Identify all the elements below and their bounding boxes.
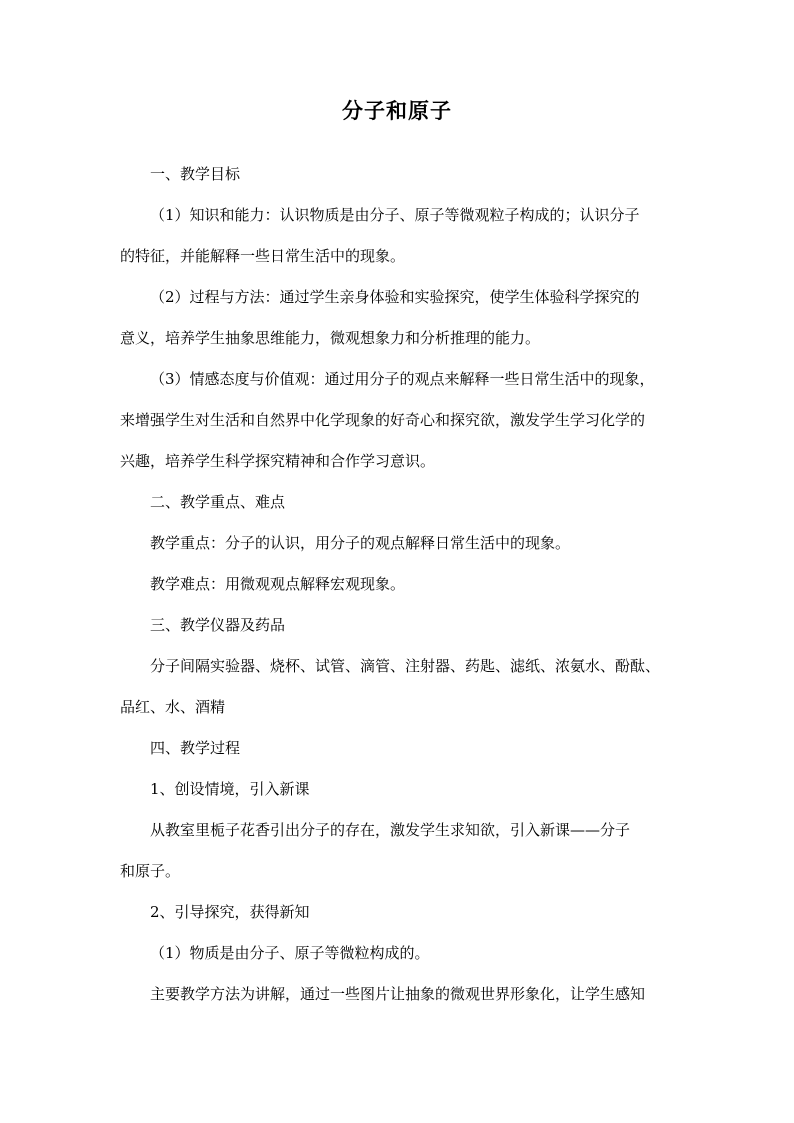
text-line: 兴趣，培养学生科学探究精神和合作学习意识。: [120, 452, 436, 470]
text-line: 四、教学过程: [150, 739, 241, 757]
text-line: 主要教学方法为讲解，通过一些图片让抽象的微观世界形象化，让学生感知: [150, 985, 646, 1003]
text-line: 来增强学生对生活和自然界中化学现象的好奇心和探究欲，激发学生学习化学的: [120, 411, 646, 429]
text-line: 教学重点：分子的认识，用分子的观点解释日常生活中的现象。: [150, 534, 571, 552]
heading-key-points: [120, 482, 682, 523]
subheading-guided-inquiry: [120, 892, 682, 933]
paragraph-introduction: [120, 810, 682, 892]
text-line: 分子间隔实验器、烧杯、试管、滴管、注射器、药匙、滤纸、浓氨水、酚酞、: [150, 657, 661, 675]
text-line: 2、引导探究，获得新知: [150, 903, 310, 921]
text-line: 二、教学重点、难点: [150, 493, 286, 511]
paragraph-knowledge-ability: [120, 195, 682, 277]
heading-instruments: [120, 605, 682, 646]
heading-teaching-objectives: [120, 154, 682, 195]
text-line: 1、创设情境，引入新课: [150, 780, 310, 798]
text-line: 教学难点：用微观观点解释宏观现象。: [150, 575, 406, 593]
heading-teaching-process: [120, 728, 682, 769]
text-line: 一、教学目标: [150, 165, 241, 183]
text-line: （2）过程与方法：通过学生亲身体验和实验探究，使学生体验科学探究的: [150, 288, 640, 306]
text-line: 的特征，并能解释一些日常生活中的现象。: [120, 247, 406, 265]
paragraph-teaching-method: [120, 974, 682, 1015]
paragraph-matter-composition: [120, 933, 682, 974]
text-line: 意义，培养学生抽象思维能力，微观想象力和分析推理的能力。: [120, 329, 541, 347]
paragraph-difficult-point: [120, 564, 682, 605]
text-line: （1）物质是由分子、原子等微粒构成的。: [150, 944, 430, 962]
document-title: 分子和原子: [342, 98, 452, 123]
paragraph-instrument-list: [120, 646, 682, 728]
text-line: 品红、水、酒精: [120, 698, 226, 716]
paragraph-emotion-values: [120, 359, 682, 482]
subheading-create-situation: [120, 769, 682, 810]
paragraph-key-point: [120, 523, 682, 564]
text-line: 从教室里栀子花香引出分子的存在，激发学生求知欲，引入新课——分子: [150, 821, 631, 839]
document-body: [120, 154, 682, 1015]
paragraph-process-method: [120, 277, 682, 359]
text-line: （3）情感态度与价值观：通过用分子的观点来解释一些日常生活中的现象，: [150, 370, 655, 388]
text-line: 和原子。: [120, 862, 181, 880]
text-line: 三、教学仪器及药品: [150, 616, 286, 634]
text-line: （1）知识和能力：认识物质是由分子、原子等微观粒子构成的；认识分子: [150, 206, 640, 224]
